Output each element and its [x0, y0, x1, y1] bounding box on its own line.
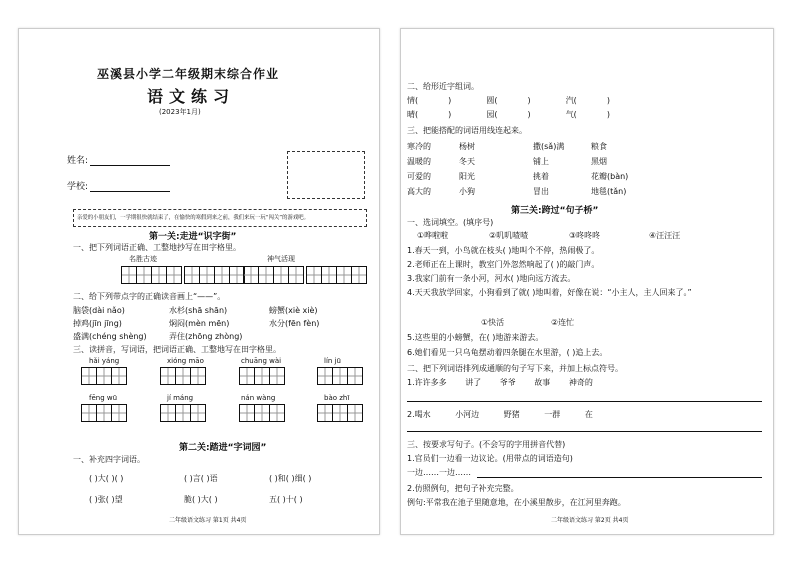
q4-item[interactable]: 脆( )大( ) — [184, 495, 218, 504]
q4-item[interactable]: ( )言( )语 — [184, 474, 218, 483]
q4-item[interactable]: ( )和( )细( ) — [269, 474, 312, 483]
match-right[interactable]: 撒(sǎ)满 — [533, 142, 565, 151]
q2-item[interactable]: 盛满(chéng shèng) — [73, 332, 147, 341]
r3-option: ③咚咚咚 — [569, 231, 601, 240]
r3-option: ①快活 — [481, 318, 505, 327]
q3-pinyin: lín jū — [324, 357, 341, 365]
q3-pinyin: xióng māo — [167, 357, 204, 365]
r5-pattern: 一边……一边…… — [407, 468, 471, 477]
q3-grid[interactable] — [81, 404, 126, 422]
answer-line[interactable] — [407, 431, 762, 432]
r1-row[interactable] — [407, 109, 610, 120]
q3-grid[interactable] — [160, 404, 205, 422]
r5-example: 例句:平常我在池子里随意地，在小溪里散步，在江河里奔跑。 — [407, 498, 626, 507]
q4-item[interactable]: ( )张( )望 — [89, 495, 123, 504]
q2-item[interactable]: 螃蟹(xiè xiè) — [269, 306, 318, 315]
r2-instruction: 三、把能搭配的词语用线连起来。 — [407, 126, 527, 135]
r1-cell: ) — [448, 96, 452, 105]
score-box — [287, 151, 365, 199]
r1-cell: 情( — [407, 96, 419, 105]
match-left[interactable]: 阳光 — [459, 172, 475, 181]
r3-sentence[interactable]: 3.我家门前有一条小河，河水( )地向远方流去。 — [407, 274, 576, 283]
answer-line[interactable] — [407, 401, 762, 402]
r5-instruction: 三、按要求写句子。(不会写的字用拼音代替) — [407, 440, 566, 449]
level3-heading: 第三关:跨过“句子桥” — [511, 206, 599, 216]
q3-pinyin: bào zhī — [324, 394, 350, 402]
r1-cell: 汽( — [565, 96, 577, 105]
r1-cell: ) — [606, 110, 610, 119]
page-footer: 二年级语文练习 第1页 共4页 — [169, 517, 247, 524]
r4-word: 故事 — [534, 378, 551, 387]
match-left[interactable]: 杨树 — [459, 142, 475, 151]
q3-pinyin: hǎi yáng — [89, 357, 120, 365]
r3-sentence[interactable]: 1.春天一到，小鸟就在枝头( )地叫个不停，热闹极了。 — [407, 246, 600, 255]
r1-cell: ) — [527, 110, 531, 119]
answer-line[interactable] — [477, 477, 762, 478]
r3-sentence[interactable]: 5.这些里的小螃蟹，在( )地游来游去。 — [407, 333, 544, 342]
q3-grid[interactable] — [160, 367, 205, 385]
page-footer: 二年级语文练习 第2页 共4页 — [551, 517, 629, 524]
r4-word: 神奇的 — [568, 378, 593, 387]
q3-grid[interactable] — [81, 367, 126, 385]
q4-instruction: 一、补充四字词语。 — [73, 455, 145, 464]
q4-item[interactable]: 五( )十( ) — [269, 495, 303, 504]
q3-pinyin: chuāng wài — [241, 357, 282, 365]
q3-grid[interactable] — [317, 367, 362, 385]
r1-cell: 圆( — [486, 96, 498, 105]
q3-pinyin: nán wàng — [241, 394, 276, 402]
exam-date: (2023年1月) — [159, 108, 201, 116]
q1-word-2: 神气活现 — [267, 255, 295, 263]
r1-cell: ) — [448, 110, 452, 119]
match-right[interactable]: 地毯(tǎn) — [591, 187, 627, 196]
intro-text: 亲爱的小朋友们，一学期很快就结束了，在愉快的寒假到来之前，我们来玩一玩“闯关”的游戏吧。 — [77, 215, 309, 221]
q1-word-1: 名胜古迹 — [129, 255, 157, 263]
q2-item[interactable]: 水杉(shā shān) — [169, 306, 228, 315]
r3-sentence[interactable]: 4.天天我放学回家，小狗看到了就( )地叫着，好像在说：“小主人，主人回来了。” — [407, 288, 692, 297]
name-field[interactable] — [67, 153, 170, 166]
q3-instruction: 三、读拼音，写词语，把词语正确、工整地写在田字格里。 — [73, 345, 281, 354]
match-left[interactable]: 可爱的 — [407, 172, 431, 181]
r3-sentence[interactable]: 6.她们看见一只乌龟摆动着四条腿在水里游，( )追上去。 — [407, 348, 608, 357]
level1-heading: 第一关:走进“识字街” — [149, 232, 237, 242]
q2-item[interactable]: 水分(fēn fèn) — [269, 319, 320, 328]
school-label: 学校: — [67, 182, 89, 192]
school-field[interactable] — [67, 179, 170, 192]
q2-item[interactable]: 焖闷(mèn mēn) — [169, 319, 230, 328]
exam-title: 巫溪县小学二年级期末综合作业 — [97, 67, 280, 81]
r3-option: ②叽叽喳喳 — [489, 231, 529, 240]
q3-pinyin: fēng wū — [89, 394, 118, 402]
r1-cell: 气( — [565, 110, 577, 119]
match-right[interactable]: 黑烟 — [591, 157, 607, 166]
name-label: 姓名: — [67, 156, 89, 166]
r3-option: ①哗啦啦 — [417, 231, 449, 240]
r1-cell: 晴( — [407, 110, 419, 119]
q3-pinyin: jí máng — [167, 394, 194, 402]
r4-word: 在 — [584, 410, 593, 419]
match-right[interactable]: 挑着 — [533, 172, 549, 181]
q2-item[interactable]: 弄住(zhōng zhòng) — [169, 332, 243, 341]
r5-item: 1.官员们一边看一边议论。(用带点的词语造句) — [407, 454, 573, 463]
r1-cell: 园( — [486, 110, 498, 119]
match-left[interactable]: 小狗 — [459, 187, 475, 196]
r4-word: 1.许许多多 — [407, 378, 447, 387]
match-right[interactable]: 冒出 — [533, 187, 549, 196]
left-page — [18, 28, 380, 535]
right-page — [400, 28, 774, 535]
q2-instruction: 二、给下列带点字的正确读音画上“——”。 — [73, 292, 226, 301]
r4-word: 小河边 — [455, 410, 480, 419]
r3-sentence[interactable]: 2.老师正在上课时，教室门外忽然响起了( )的敲门声。 — [407, 260, 600, 269]
r4-word: 爷爷 — [499, 378, 516, 387]
q3-grid[interactable] — [239, 404, 284, 422]
r3-option: ②连忙 — [551, 318, 575, 327]
r4-word: 野猪 — [503, 410, 520, 419]
subject-title: 语文练习 — [147, 87, 236, 106]
q2-item[interactable]: 脑袋(dài nǎo) — [73, 306, 125, 315]
r4-words — [407, 409, 593, 420]
r3-option: ④汪汪汪 — [649, 231, 681, 240]
r4-words — [407, 377, 593, 388]
q1-grid-2[interactable] — [243, 266, 369, 284]
match-right[interactable]: 铺上 — [533, 157, 549, 166]
r1-cell: ) — [606, 96, 610, 105]
match-left[interactable]: 高大的 — [407, 187, 431, 196]
r4-word: 讲了 — [465, 378, 482, 387]
r4-word: 一群 — [544, 410, 561, 419]
q3-grid[interactable] — [317, 404, 362, 422]
match-left[interactable]: 冬天 — [459, 157, 475, 166]
q4-item[interactable]: ( )大( )( ) — [89, 474, 124, 483]
match-left[interactable]: 寒冷的 — [407, 142, 431, 151]
level2-heading: 第二关:踏进“字词园” — [179, 443, 267, 453]
q3-grid[interactable] — [239, 367, 284, 385]
match-left[interactable]: 温暖的 — [407, 157, 431, 166]
q1-instruction: 一、把下列词语正确、工整地抄写在田字格里。 — [73, 243, 241, 252]
q1-grid-1[interactable] — [121, 266, 247, 284]
r1-row[interactable] — [407, 95, 610, 106]
q2-item[interactable]: 掉鸡(jīn jīng) — [73, 319, 122, 328]
r1-instruction: 二、给形近字组词。 — [407, 82, 479, 91]
r4-instruction: 二、把下列词语排列成通顺的句子写下来，并加上标点符号。 — [407, 364, 623, 373]
r3-instruction: 一、选词填空。(填序号) — [407, 218, 494, 227]
r4-word: 2.喝水 — [407, 410, 431, 419]
match-right[interactable]: 粮食 — [591, 142, 607, 151]
match-right[interactable]: 花瓣(bàn) — [591, 172, 629, 181]
r1-cell: ) — [527, 96, 531, 105]
r5-item: 2.仿照例句，把句子补充完整。 — [407, 484, 519, 493]
